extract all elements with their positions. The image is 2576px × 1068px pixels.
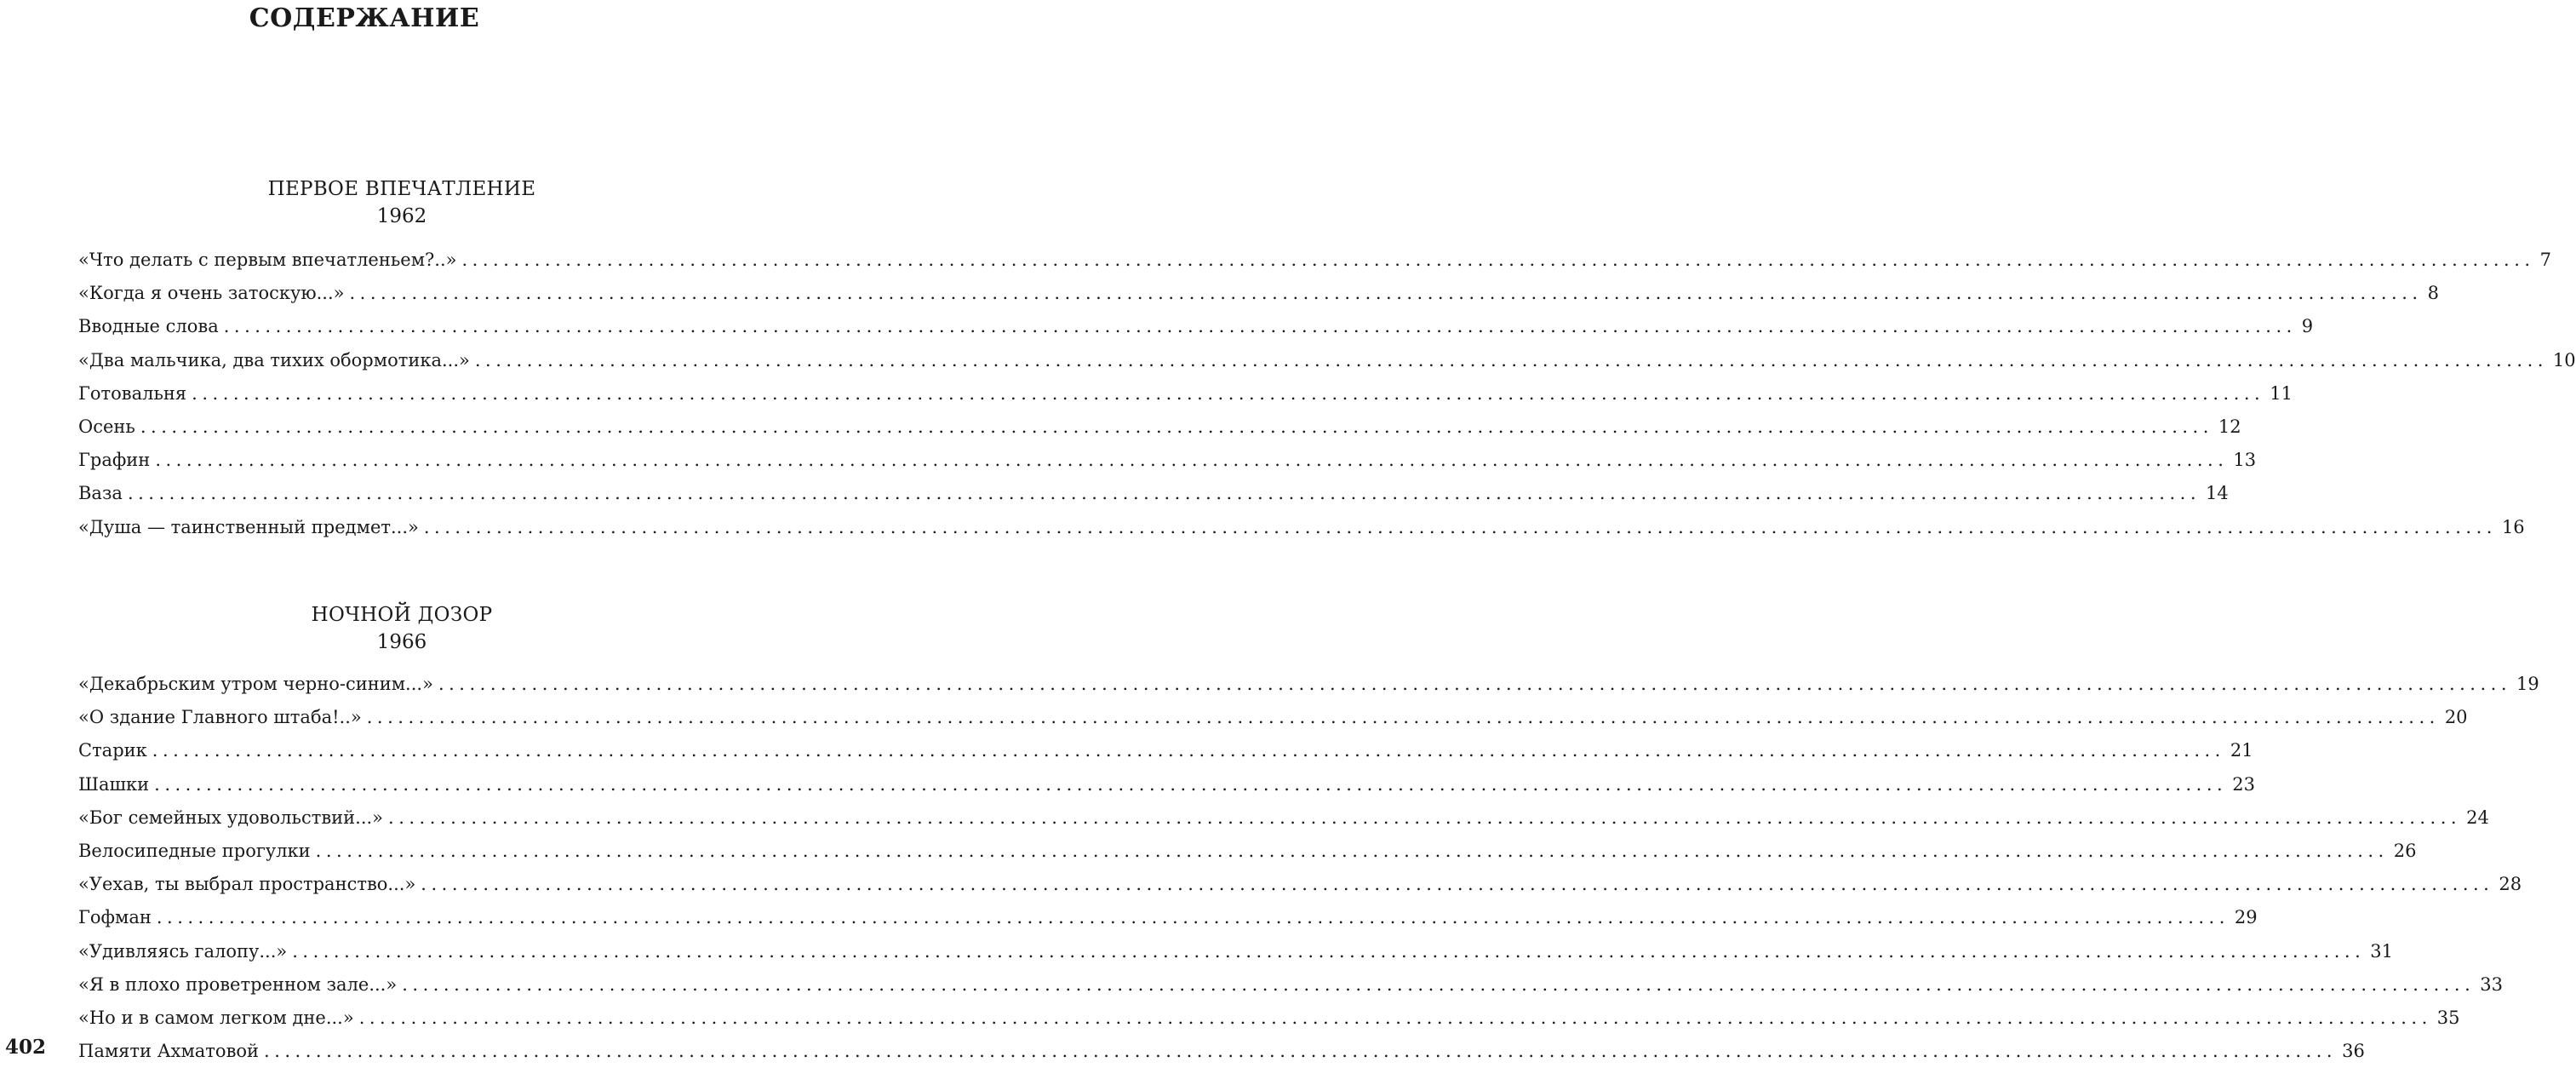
- toc-entry-title: «Но и в самом легком дне...»: [78, 1007, 354, 1028]
- toc-entry[interactable]: [78, 835, 2417, 868]
- toc-entry[interactable]: [78, 377, 2293, 411]
- toc-entry[interactable]: [78, 344, 2576, 377]
- toc-entry[interactable]: [78, 310, 2314, 343]
- toc-entry[interactable]: [78, 444, 2257, 477]
- toc-entry-page: 28: [2499, 874, 2522, 895]
- toc-entry-page: 12: [2218, 416, 2241, 437]
- toc-entry-title: Готовальня: [78, 382, 187, 404]
- toc-entry-page: 20: [2444, 707, 2468, 728]
- toc-entry-title: Вводные слова: [78, 316, 219, 337]
- toc-entry-title: Велосипедные прогулки: [78, 840, 311, 861]
- toc-entry-title: «Когда я очень затоскую...»: [78, 283, 345, 304]
- toc-entry-page: 13: [2233, 450, 2257, 471]
- toc-entry-title: Старик: [78, 740, 147, 761]
- toc-entry[interactable]: [78, 1002, 2460, 1035]
- dot-leader: ........................................................................................................................................................................................................: [155, 450, 2229, 471]
- dot-leader: ........................................................................................................................................................................................................: [156, 907, 2230, 928]
- toc-entry-title: «Два мальчика, два тихих обормотика...»: [78, 349, 470, 370]
- toc-entry-title: Шашки: [78, 773, 150, 795]
- toc-entry-title: Ваза: [78, 483, 123, 504]
- toc-entry-title: «Что делать с первым впечатленьем?..»: [78, 250, 457, 270]
- toc-entry[interactable]: [78, 668, 2539, 701]
- section-year: 1962: [376, 205, 427, 227]
- toc-entry[interactable]: [78, 734, 2253, 767]
- toc-entry-title: Гофман: [78, 907, 152, 928]
- dot-leader: ........................................................................................................................................................................................................: [140, 416, 2213, 437]
- toc-entry-title: «Я в плохо проветренном зале...»: [78, 973, 398, 995]
- page-title: СОДЕРЖАНИЕ: [249, 3, 480, 33]
- dot-leader: ........................................................................................................................................................................................................: [423, 516, 2497, 537]
- toc-entry[interactable]: [78, 1035, 2365, 1068]
- toc-entry-page: 19: [2516, 674, 2539, 694]
- toc-entry-title: «Душа — таинственный предмет...»: [78, 516, 419, 537]
- dot-leader: ........................................................................................................................................................................................................: [461, 250, 2535, 270]
- toc-entry[interactable]: [78, 411, 2241, 444]
- toc-entry-title: Памяти Ахматовой: [78, 1041, 260, 1062]
- toc-entry-page: 10: [2552, 349, 2576, 370]
- toc-entry[interactable]: [78, 935, 2394, 968]
- toc-entry-page: 33: [2480, 973, 2504, 995]
- dot-leader: ........................................................................................................................................................................................................: [358, 1007, 2432, 1028]
- dot-leader: ........................................................................................................................................................................................................: [127, 483, 2201, 504]
- toc-entry-page: 16: [2501, 516, 2525, 537]
- toc-entry-page: 26: [2393, 840, 2417, 861]
- toc-entry[interactable]: [78, 477, 2229, 510]
- toc-entry[interactable]: [78, 901, 2258, 934]
- toc-entry[interactable]: [78, 801, 2489, 835]
- dot-leader: ........................................................................................................................................................................................................: [292, 940, 2366, 962]
- dot-leader: ........................................................................................................................................................................................................: [402, 973, 2476, 995]
- toc-entry-page: 23: [2232, 773, 2255, 795]
- toc-entry-page: 35: [2436, 1007, 2460, 1028]
- toc-entry-page: 8: [2427, 283, 2439, 304]
- dot-leader: ........................................................................................................................................................................................................: [366, 707, 2440, 728]
- toc-entry[interactable]: [78, 768, 2255, 801]
- toc-entry-page: 11: [2270, 382, 2293, 404]
- toc-entry-page: 31: [2370, 940, 2394, 962]
- toc-entry[interactable]: [78, 277, 2439, 310]
- section-name: НОЧНОЙ ДОЗОР: [311, 604, 493, 626]
- dot-leader: ........................................................................................................................................................................................................: [152, 740, 2225, 761]
- dot-leader: ........................................................................................................................................................................................................: [388, 807, 2462, 828]
- toc-entry-title: «Бог семейных удовольствий...»: [78, 807, 384, 828]
- toc-entry-title: Осень: [78, 416, 135, 437]
- toc-entry[interactable]: [78, 244, 2551, 277]
- section-name: ПЕРВОЕ ВПЕЧАТЛЕНИЕ: [267, 178, 536, 200]
- toc-entry-title: «О здание Главного штаба!..»: [78, 707, 362, 728]
- dot-leader: ........................................................................................................................................................................................................: [315, 840, 2389, 861]
- dot-leader: ........................................................................................................................................................................................................: [192, 382, 2265, 404]
- section-heading-1: [75, 175, 729, 230]
- toc-entry-page: 24: [2466, 807, 2489, 828]
- toc-list-section-2: [78, 668, 2539, 1068]
- dot-leader: ........................................................................................................................................................................................................: [421, 874, 2494, 895]
- toc-list-section-1: [78, 244, 2576, 544]
- toc-entry[interactable]: [78, 968, 2504, 1002]
- toc-entry[interactable]: [78, 701, 2468, 734]
- toc-entry[interactable]: [78, 868, 2522, 901]
- dot-leader: ........................................................................................................................................................................................................: [264, 1041, 2338, 1062]
- section-year: 1966: [376, 631, 427, 653]
- toc-entry-title: «Удивляясь галопу...»: [78, 940, 288, 962]
- section-heading-2: [75, 601, 729, 656]
- dot-leader: ........................................................................................................................................................................................................: [349, 283, 2423, 304]
- toc-entry-title: «Декабрьским утром черно-синим...»: [78, 674, 433, 694]
- toc-entry-page: 36: [2342, 1041, 2365, 1062]
- dot-leader: ........................................................................................................................................................................................................: [474, 349, 2548, 370]
- page-number: 402: [5, 1036, 47, 1059]
- dot-leader: ........................................................................................................................................................................................................: [223, 316, 2297, 337]
- toc-entry-title: Графин: [78, 450, 151, 471]
- dot-leader: ........................................................................................................................................................................................................: [438, 674, 2511, 694]
- dot-leader: ........................................................................................................................................................................................................: [154, 773, 2228, 795]
- toc-entry-page: 14: [2206, 483, 2229, 504]
- toc-entry-page: 7: [2539, 250, 2551, 270]
- toc-entry-page: 21: [2230, 740, 2253, 761]
- toc-entry[interactable]: [78, 511, 2525, 544]
- toc-entry-page: 29: [2234, 907, 2258, 928]
- toc-entry-page: 9: [2301, 316, 2314, 337]
- toc-entry-title: «Уехав, ты выбрал пространство...»: [78, 874, 416, 895]
